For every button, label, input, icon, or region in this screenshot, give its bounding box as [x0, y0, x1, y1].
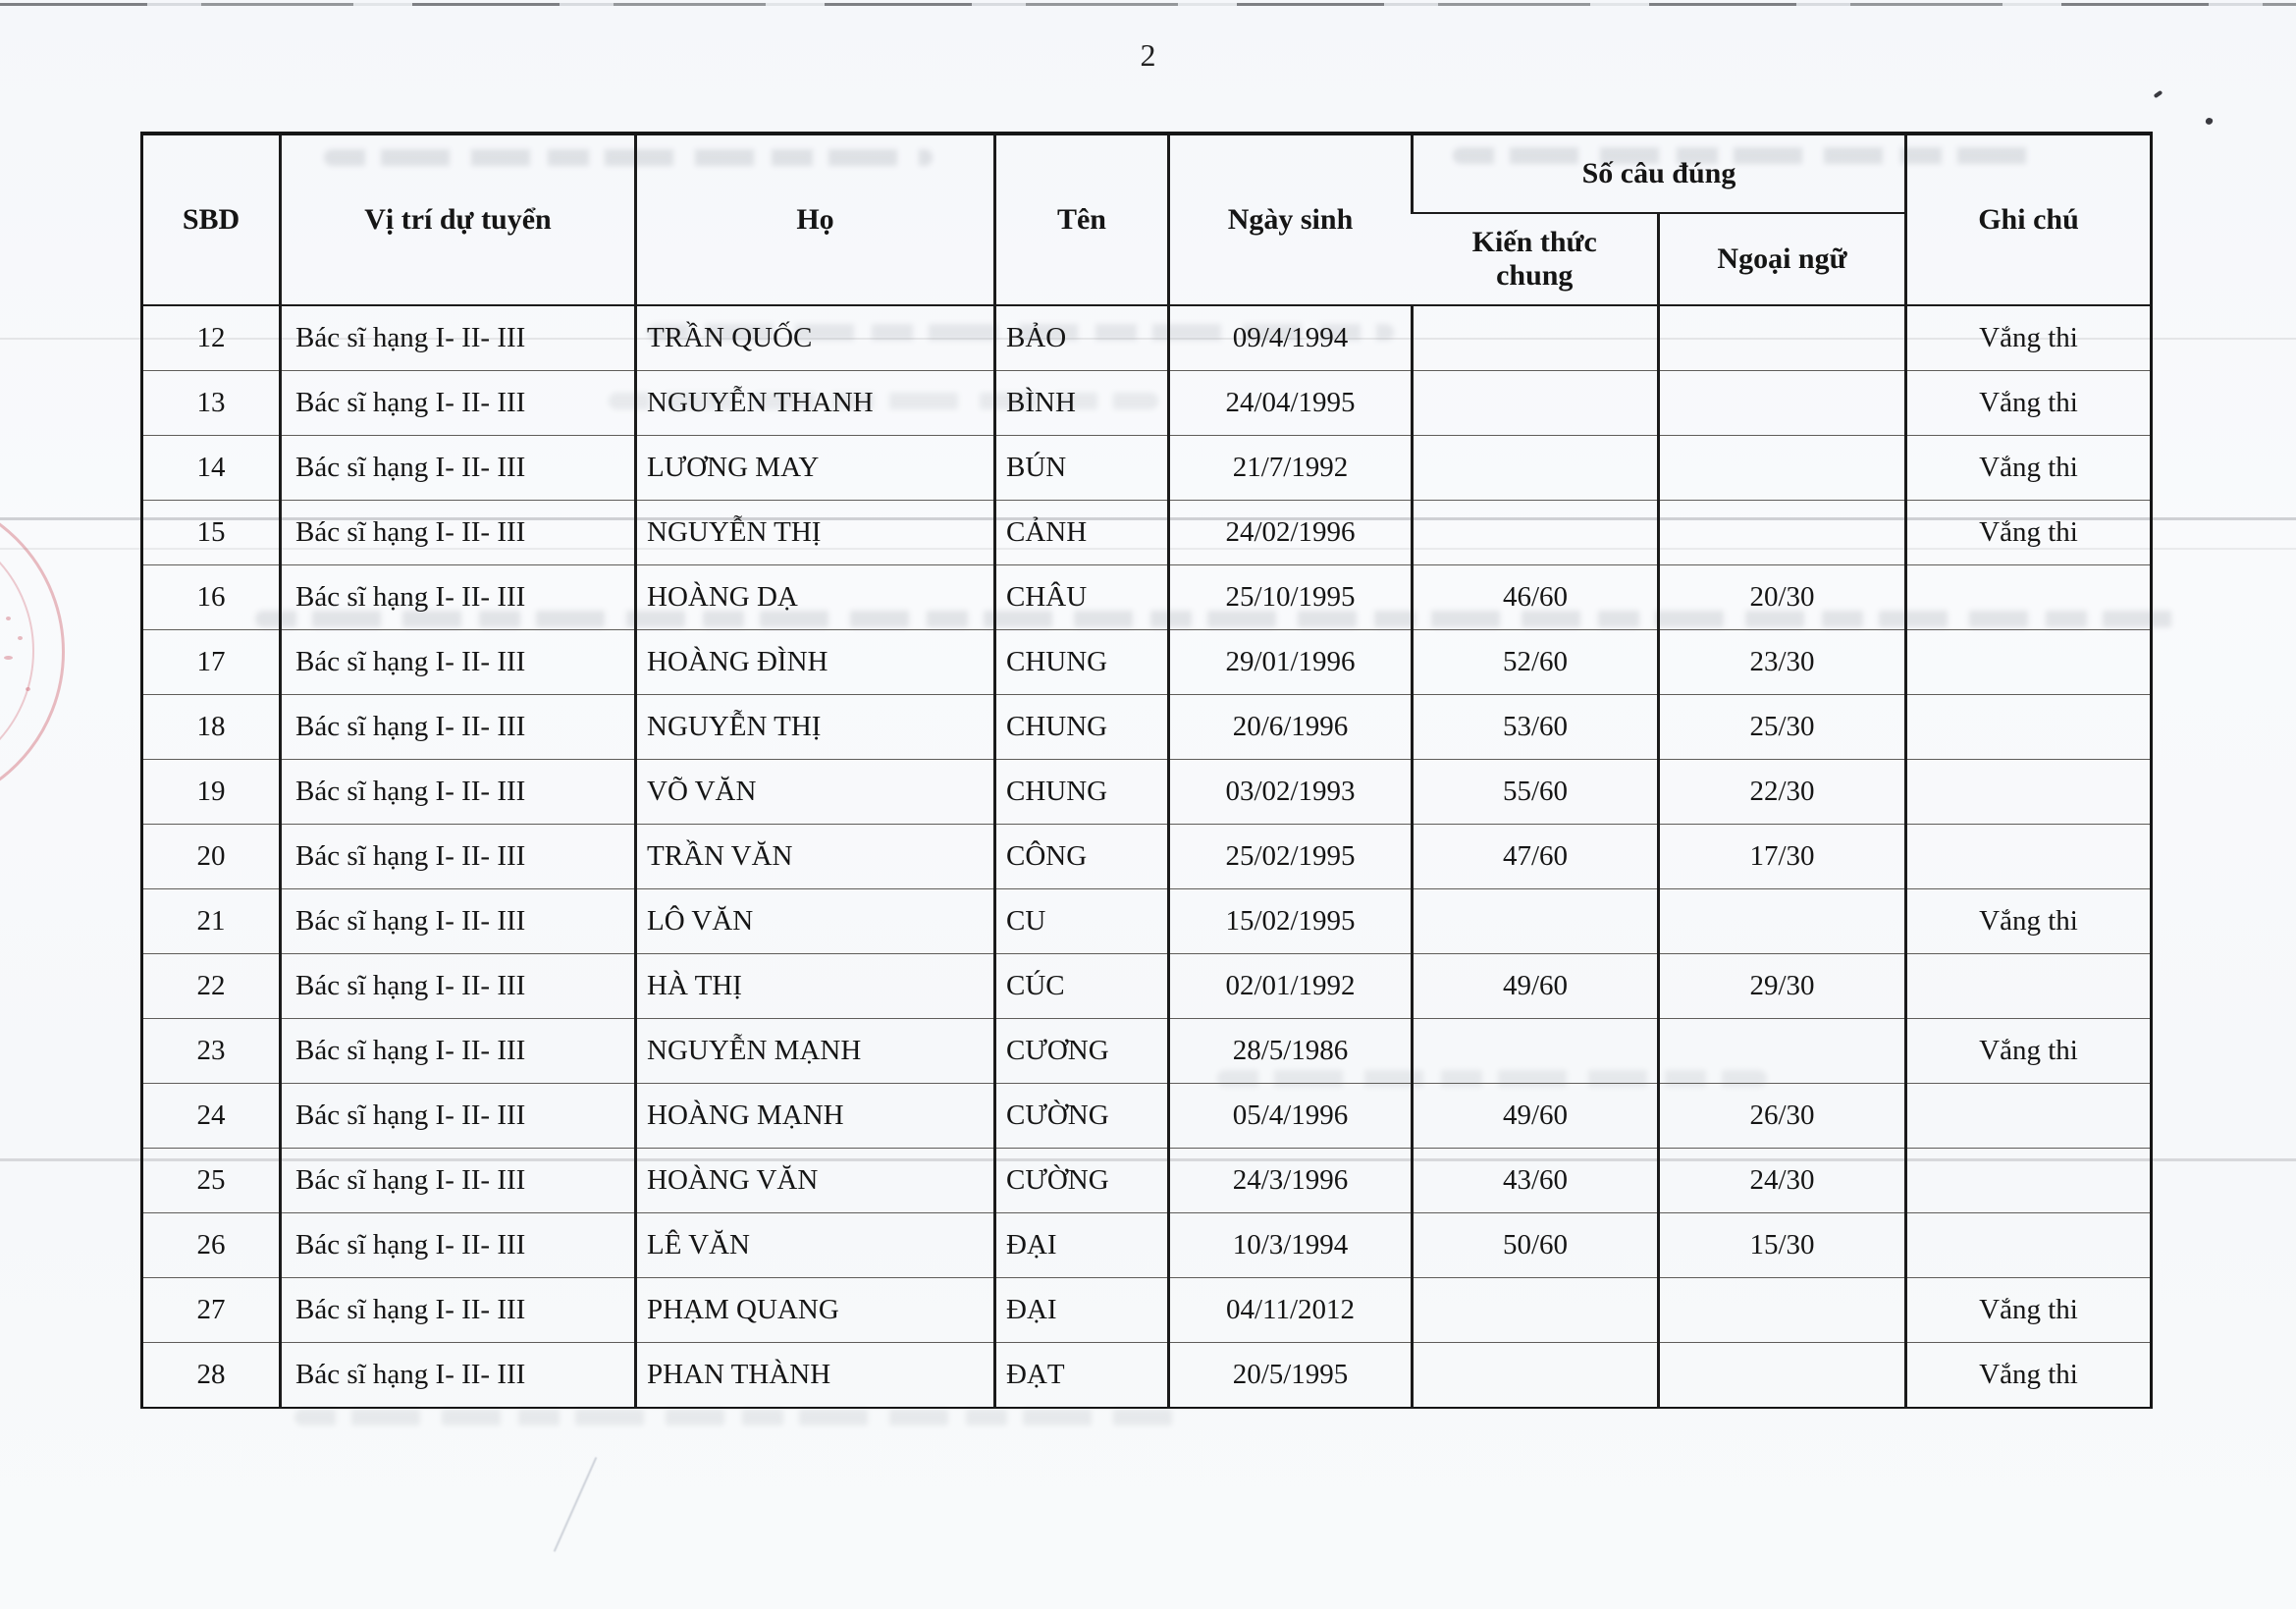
cell-knowledge-score: 46/60: [1413, 565, 1659, 630]
table-body: [142, 305, 2152, 1408]
cell-note: Vắng thi: [1906, 889, 2152, 954]
cell-first-name: CHÂU: [995, 565, 1169, 630]
cell-dob: 25/02/1995: [1169, 825, 1413, 889]
header-position: Vị trí dự tuyển: [281, 134, 636, 305]
cell-dob: 02/01/1992: [1169, 954, 1413, 1019]
cell-sbd: 27: [142, 1278, 281, 1343]
cell-note: Vắng thi: [1906, 1343, 2152, 1409]
table-row: [142, 371, 2152, 436]
cell-language-score: 22/30: [1659, 760, 1906, 825]
cell-language-score: [1659, 1278, 1906, 1343]
table-row: [142, 305, 2152, 371]
cell-language-score: 29/30: [1659, 954, 1906, 1019]
cell-last-name: PHẠM QUANG: [636, 1278, 995, 1343]
cell-dob: 09/4/1994: [1169, 305, 1413, 371]
cell-dob: 21/7/1992: [1169, 436, 1413, 501]
cell-last-name: LÊ VĂN: [636, 1213, 995, 1278]
cell-note: Vắng thi: [1906, 1278, 2152, 1343]
cell-last-name: NGUYỄN MẠNH: [636, 1019, 995, 1084]
cell-first-name: ĐẠI: [995, 1278, 1169, 1343]
table-row: [142, 501, 2152, 565]
cell-position: Bác sĩ hạng I- II- III: [281, 371, 636, 436]
cell-knowledge-score: [1413, 1019, 1659, 1084]
cell-note: [1906, 1213, 2152, 1278]
cell-sbd: 26: [142, 1213, 281, 1278]
cell-language-score: 20/30: [1659, 565, 1906, 630]
cell-last-name: LÔ VĂN: [636, 889, 995, 954]
scan-top-edge-artifact: [0, 3, 2296, 6]
cell-sbd: 24: [142, 1084, 281, 1149]
cell-position: Bác sĩ hạng I- II- III: [281, 1213, 636, 1278]
cell-dob: 10/3/1994: [1169, 1213, 1413, 1278]
cell-sbd: 17: [142, 630, 281, 695]
cell-language-score: [1659, 1019, 1906, 1084]
red-seal-stamp-fragment: [6, 617, 11, 620]
cell-first-name: CÔNG: [995, 825, 1169, 889]
cell-last-name: HOÀNG MẠNH: [636, 1084, 995, 1149]
cell-sbd: 22: [142, 954, 281, 1019]
cell-note: [1906, 1149, 2152, 1213]
cell-knowledge-score: 50/60: [1413, 1213, 1659, 1278]
cell-dob: 05/4/1996: [1169, 1084, 1413, 1149]
cell-language-score: 25/30: [1659, 695, 1906, 760]
cell-dob: 24/3/1996: [1169, 1149, 1413, 1213]
cell-knowledge-score: 49/60: [1413, 1084, 1659, 1149]
scan-speck-artifact: [2154, 90, 2163, 98]
table-row: [142, 825, 2152, 889]
table-row: [142, 1149, 2152, 1213]
cell-first-name: CẢNH: [995, 501, 1169, 565]
cell-note: Vắng thi: [1906, 436, 2152, 501]
table-header: [142, 134, 2152, 305]
cell-first-name: CU: [995, 889, 1169, 954]
table-row: [142, 630, 2152, 695]
header-last-name: Họ: [636, 134, 995, 305]
cell-last-name: LƯƠNG MAY: [636, 436, 995, 501]
cell-note: [1906, 954, 2152, 1019]
cell-note: Vắng thi: [1906, 1019, 2152, 1084]
cell-language-score: 23/30: [1659, 630, 1906, 695]
cell-note: [1906, 760, 2152, 825]
cell-sbd: 16: [142, 565, 281, 630]
cell-knowledge-score: [1413, 305, 1659, 371]
red-seal-stamp-fragment: [26, 687, 30, 691]
cell-position: Bác sĩ hạng I- II- III: [281, 889, 636, 954]
cell-language-score: [1659, 371, 1906, 436]
cell-sbd: 19: [142, 760, 281, 825]
cell-knowledge-score: [1413, 1278, 1659, 1343]
cell-sbd: 14: [142, 436, 281, 501]
cell-note: Vắng thi: [1906, 501, 2152, 565]
header-knowledge-score: Kiến thức chung: [1413, 213, 1659, 305]
cell-sbd: 12: [142, 305, 281, 371]
header-note: Ghi chú: [1906, 134, 2152, 305]
cell-language-score: [1659, 1343, 1906, 1409]
cell-position: Bác sĩ hạng I- II- III: [281, 565, 636, 630]
table-row: [142, 1019, 2152, 1084]
cell-position: Bác sĩ hạng I- II- III: [281, 630, 636, 695]
cell-position: Bác sĩ hạng I- II- III: [281, 436, 636, 501]
page-number: 2: [1140, 37, 1156, 73]
cell-first-name: ĐẠI: [995, 1213, 1169, 1278]
cell-position: Bác sĩ hạng I- II- III: [281, 1019, 636, 1084]
cell-first-name: CƯỜNG: [995, 1149, 1169, 1213]
cell-knowledge-score: 49/60: [1413, 954, 1659, 1019]
cell-last-name: NGUYỄN THANH: [636, 371, 995, 436]
cell-knowledge-score: [1413, 371, 1659, 436]
scan-diagonal-mark-artifact: [554, 1457, 598, 1552]
cell-last-name: VÕ VĂN: [636, 760, 995, 825]
header-language-score: Ngoại ngữ: [1659, 213, 1906, 305]
cell-first-name: BẢO: [995, 305, 1169, 371]
cell-language-score: [1659, 501, 1906, 565]
cell-dob: 28/5/1986: [1169, 1019, 1413, 1084]
cell-knowledge-score: [1413, 1343, 1659, 1409]
cell-last-name: HÀ THỊ: [636, 954, 995, 1019]
cell-language-score: [1659, 889, 1906, 954]
cell-sbd: 15: [142, 501, 281, 565]
cell-sbd: 25: [142, 1149, 281, 1213]
cell-last-name: NGUYỄN THỊ: [636, 695, 995, 760]
cell-first-name: BÚN: [995, 436, 1169, 501]
cell-sbd: 28: [142, 1343, 281, 1409]
table-row: [142, 760, 2152, 825]
cell-note: [1906, 695, 2152, 760]
exam-results-table: [140, 132, 2153, 1409]
cell-position: Bác sĩ hạng I- II- III: [281, 695, 636, 760]
cell-first-name: CHUNG: [995, 630, 1169, 695]
scan-speck-artifact: [2205, 117, 2214, 126]
cell-note: [1906, 630, 2152, 695]
cell-position: Bác sĩ hạng I- II- III: [281, 501, 636, 565]
cell-last-name: NGUYỄN THỊ: [636, 501, 995, 565]
cell-dob: 24/02/1996: [1169, 501, 1413, 565]
table-row: [142, 1343, 2152, 1409]
cell-first-name: BÌNH: [995, 371, 1169, 436]
cell-dob: 20/5/1995: [1169, 1343, 1413, 1409]
cell-last-name: HOÀNG DẠ: [636, 565, 995, 630]
cell-sbd: 21: [142, 889, 281, 954]
cell-note: [1906, 565, 2152, 630]
cell-position: Bác sĩ hạng I- II- III: [281, 825, 636, 889]
header-sbd: SBD: [142, 134, 281, 305]
table-row: [142, 889, 2152, 954]
cell-dob: 04/11/2012: [1169, 1278, 1413, 1343]
cell-first-name: CƯỜNG: [995, 1084, 1169, 1149]
cell-knowledge-score: 43/60: [1413, 1149, 1659, 1213]
cell-note: [1906, 1084, 2152, 1149]
cell-dob: 20/6/1996: [1169, 695, 1413, 760]
cell-language-score: 17/30: [1659, 825, 1906, 889]
cell-position: Bác sĩ hạng I- II- III: [281, 954, 636, 1019]
cell-language-score: 26/30: [1659, 1084, 1906, 1149]
cell-note: Vắng thi: [1906, 305, 2152, 371]
cell-position: Bác sĩ hạng I- II- III: [281, 1149, 636, 1213]
table-row: [142, 1084, 2152, 1149]
red-seal-stamp-fragment: [4, 656, 13, 660]
cell-knowledge-score: 52/60: [1413, 630, 1659, 695]
cell-first-name: CHUNG: [995, 760, 1169, 825]
cell-dob: 25/10/1995: [1169, 565, 1413, 630]
cell-sbd: 18: [142, 695, 281, 760]
cell-sbd: 23: [142, 1019, 281, 1084]
cell-language-score: [1659, 305, 1906, 371]
table-row: [142, 565, 2152, 630]
table-row: [142, 1213, 2152, 1278]
cell-knowledge-score: [1413, 889, 1659, 954]
cell-first-name: ĐẠT: [995, 1343, 1169, 1409]
cell-last-name: HOÀNG ĐÌNH: [636, 630, 995, 695]
red-seal-stamp-fragment: [18, 636, 23, 640]
cell-first-name: CÚC: [995, 954, 1169, 1019]
table-row: [142, 954, 2152, 1019]
cell-sbd: 13: [142, 371, 281, 436]
cell-knowledge-score: 55/60: [1413, 760, 1659, 825]
cell-last-name: HOÀNG VĂN: [636, 1149, 995, 1213]
header-first-name: Tên: [995, 134, 1169, 305]
cell-knowledge-score: [1413, 436, 1659, 501]
cell-first-name: CƯƠNG: [995, 1019, 1169, 1084]
cell-sbd: 20: [142, 825, 281, 889]
cell-language-score: [1659, 436, 1906, 501]
cell-language-score: 15/30: [1659, 1213, 1906, 1278]
cell-position: Bác sĩ hạng I- II- III: [281, 760, 636, 825]
cell-position: Bác sĩ hạng I- II- III: [281, 1343, 636, 1409]
table-row: [142, 695, 2152, 760]
cell-dob: 15/02/1995: [1169, 889, 1413, 954]
ink-bleed-artifact: [294, 1409, 1178, 1425]
cell-dob: 03/02/1993: [1169, 760, 1413, 825]
cell-note: Vắng thi: [1906, 371, 2152, 436]
cell-last-name: PHAN THÀNH: [636, 1343, 995, 1409]
cell-knowledge-score: 53/60: [1413, 695, 1659, 760]
cell-position: Bác sĩ hạng I- II- III: [281, 305, 636, 371]
cell-position: Bác sĩ hạng I- II- III: [281, 1084, 636, 1149]
cell-knowledge-score: [1413, 501, 1659, 565]
cell-first-name: CHUNG: [995, 695, 1169, 760]
cell-last-name: TRẦN VĂN: [636, 825, 995, 889]
header-dob: Ngày sinh: [1169, 134, 1413, 305]
cell-note: [1906, 825, 2152, 889]
cell-knowledge-score: 47/60: [1413, 825, 1659, 889]
cell-last-name: TRẦN QUỐC: [636, 305, 995, 371]
cell-dob: 24/04/1995: [1169, 371, 1413, 436]
cell-language-score: 24/30: [1659, 1149, 1906, 1213]
table-row: [142, 436, 2152, 501]
cell-dob: 29/01/1996: [1169, 630, 1413, 695]
cell-position: Bác sĩ hạng I- II- III: [281, 1278, 636, 1343]
table-row: [142, 1278, 2152, 1343]
header-score-group: Số câu đúng: [1413, 134, 1906, 213]
